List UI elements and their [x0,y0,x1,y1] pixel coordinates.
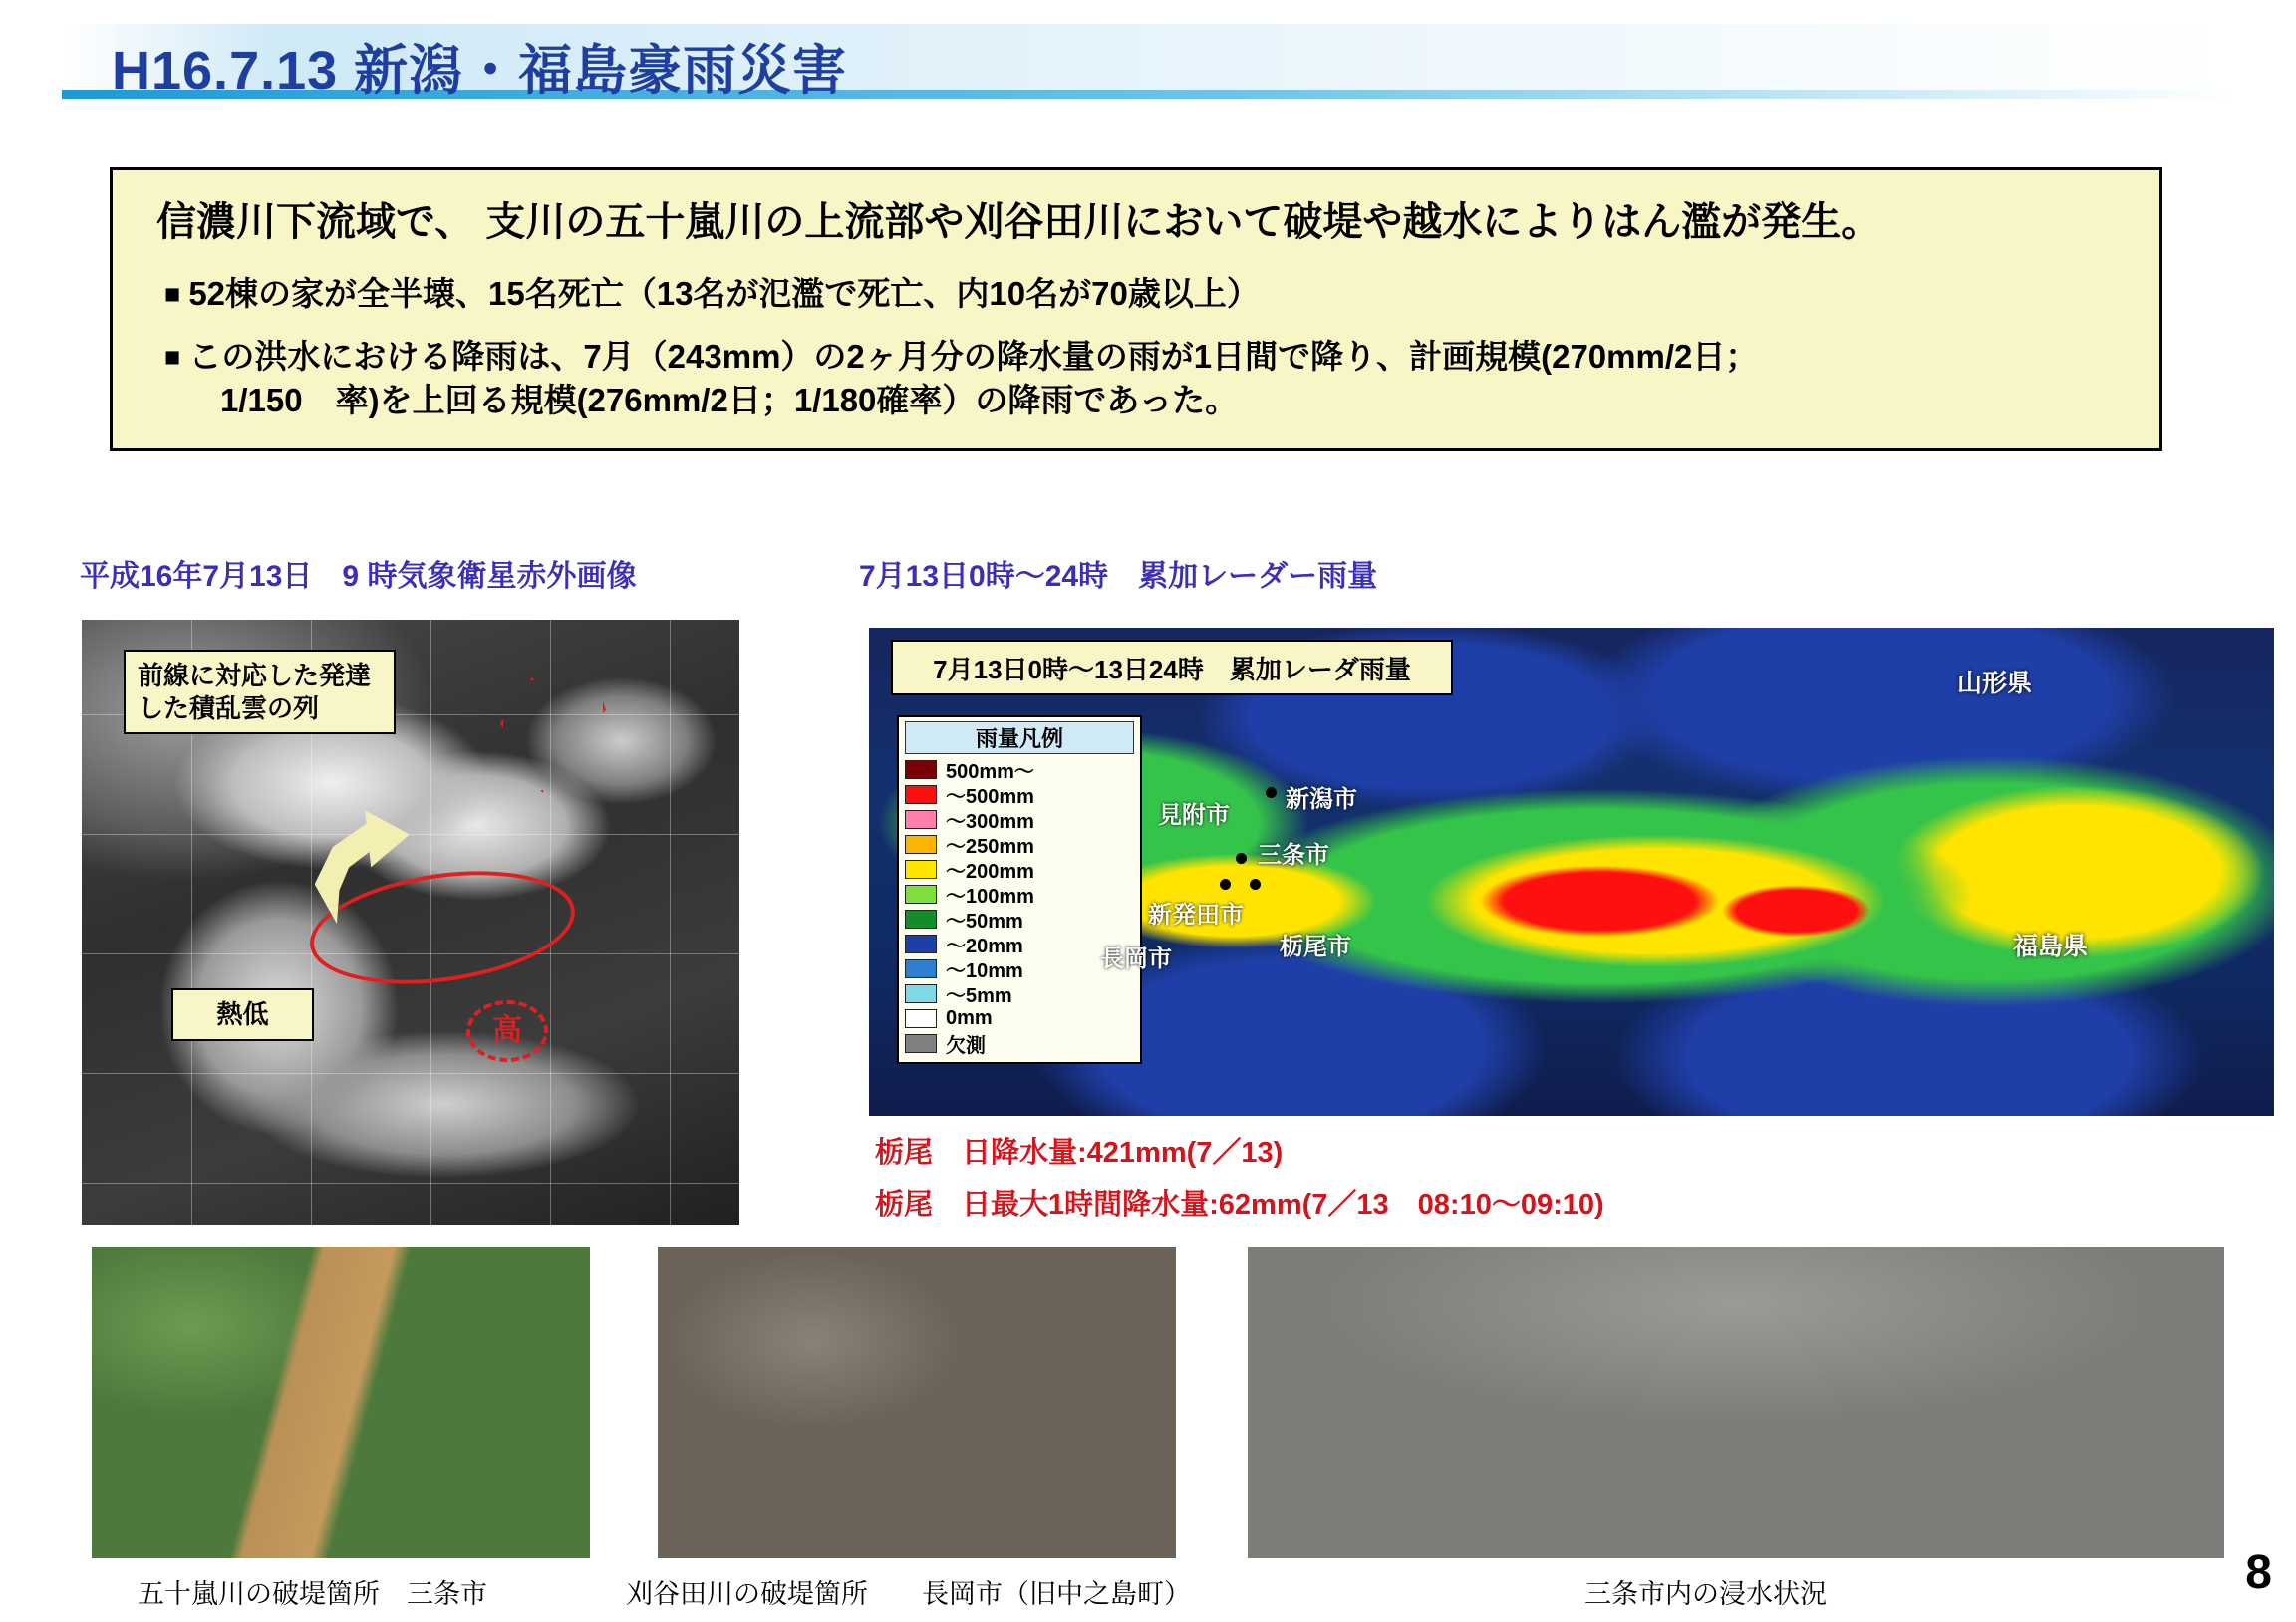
legend-item [905,907,1134,932]
callout-tropical-low: 熱低 [171,988,314,1041]
legend-label: 〜100mm [946,886,1034,908]
rainfall-note-hourly: 栃尾 日最大1時間降水量:62mm(7／13 08:10〜09:10) [875,1189,1604,1220]
legend-swatch [905,810,937,829]
summary-bullet-1-text: 52棟の家が全半壊、15名死亡（13名が氾濫で死亡、内10名が70歳以上） [188,275,1260,312]
grid-line [670,620,671,1225]
legend-swatch [905,860,937,879]
city-label-sanjo: 三条市 [1258,842,1329,869]
city-point-marker [1220,879,1231,890]
title-bar [62,24,2234,102]
city-label-nagaoka: 長岡市 [1100,946,1172,972]
radar-legend [897,715,1142,1064]
high-pressure-label: 高 [492,1014,522,1047]
bullet-square-icon: ■ [164,279,181,309]
summary-bullet-2-line1: この洪水における降雨は、7月（243mm）の2ヶ月分の降水量の雨が1日間で降り、計画規模(270mm/2日； [188,337,1759,375]
summary-bullet-2-line2: 1/150 率)を上回る規模(276mm/2日；1/180確率）の降雨であった。 [220,382,1239,419]
legend-item [905,757,1134,782]
city-label-mitsuke: 見附市 [1158,802,1230,829]
legend-swatch [905,785,937,804]
red-annotation-polygon [500,677,606,793]
radar-section-caption: 7月13日0時〜24時 累加レーダー雨量 [859,560,1378,593]
legend-label: 〜10mm [946,960,1023,982]
legend-item [905,882,1134,907]
legend-item [905,857,1134,882]
legend-label: 〜20mm [946,936,1023,957]
photo-ikarashi-river-breach [92,1247,590,1558]
legend-item [905,1006,1134,1031]
legend-swatch [905,910,937,929]
city-point-marker [1236,853,1247,864]
legend-item [905,807,1134,832]
legend-label: 〜50mm [946,911,1023,933]
legend-item [905,981,1134,1006]
legend-swatch [905,835,937,854]
radar-rainfall-map [869,628,2274,1116]
legend-swatch [905,1009,937,1028]
legend-label: 〜5mm [946,985,1012,1007]
radar-legend-title: 雨量凡例 [905,721,1134,754]
satellite-infrared-image [82,620,739,1225]
pref-label-yamagata: 山形県 [1957,670,2033,697]
radar-map-header: 7月13日0時〜13日24時 累加レーダ雨量 [891,640,1453,695]
summary-lead: 信濃川下流域で、 支川の五十嵐川の上流部や刈谷田川において破堤や越水によりはん濫が発生。 [156,200,1881,244]
legend-swatch [905,885,937,904]
photo-caption-3: 三条市内の浸水状況 [1584,1579,1827,1609]
satellite-section-caption: 平成16年7月13日 9 時気象衛星赤外画像 [80,560,637,593]
legend-swatch [905,959,937,978]
city-label-niigata: 新潟市 [1286,786,1357,813]
summary-box [110,167,2162,451]
high-pressure-marker [466,1000,548,1062]
legend-label: 〜200mm [946,861,1034,883]
grid-line [82,834,739,835]
legend-label: 欠測 [946,1035,986,1057]
city-point-marker [1250,879,1261,890]
legend-item [905,1031,1134,1056]
photo-caption-1: 五十嵐川の破堤箇所 三条市 [138,1579,487,1609]
callout-cumulonimbus: 前線に対応した発達した積乱雲の列 [124,650,396,734]
photo-kariyata-river-breach [658,1247,1176,1558]
grid-line [82,1073,739,1074]
legend-swatch [905,760,937,779]
legend-swatch [905,984,937,1003]
city-label-shibata: 新発田市 [1148,902,1244,929]
city-point-marker [1266,787,1277,798]
legend-label: 〜300mm [946,811,1034,833]
bullet-square-icon: ■ [164,341,181,372]
summary-bullet-1 [164,272,2134,317]
legend-swatch [905,1034,937,1053]
summary-bullet-2 [164,335,2134,423]
legend-label: 0mm [946,1007,993,1029]
page-number: 8 [2245,1546,2272,1599]
photo-sanjo-city-inundation [1248,1247,2224,1558]
grid-line [82,1183,739,1184]
page-title: H16.7.13 新潟・福島豪雨災害 [112,41,848,101]
legend-label: 〜500mm [946,786,1034,808]
photo-caption-2: 刈谷田川の破堤箇所 長岡市（旧中之島町） [626,1579,1191,1609]
legend-label: 〜250mm [946,836,1034,858]
city-label-tochio: 栃尾市 [1280,934,1351,960]
pref-label-fukushima: 福島県 [2013,933,2089,960]
legend-swatch [905,935,937,953]
legend-item [905,832,1134,857]
legend-item [905,782,1134,807]
rainfall-note-daily: 栃尾 日降水量:421mm(7／13) [875,1137,1284,1169]
legend-label: 500mm〜 [946,761,1034,783]
